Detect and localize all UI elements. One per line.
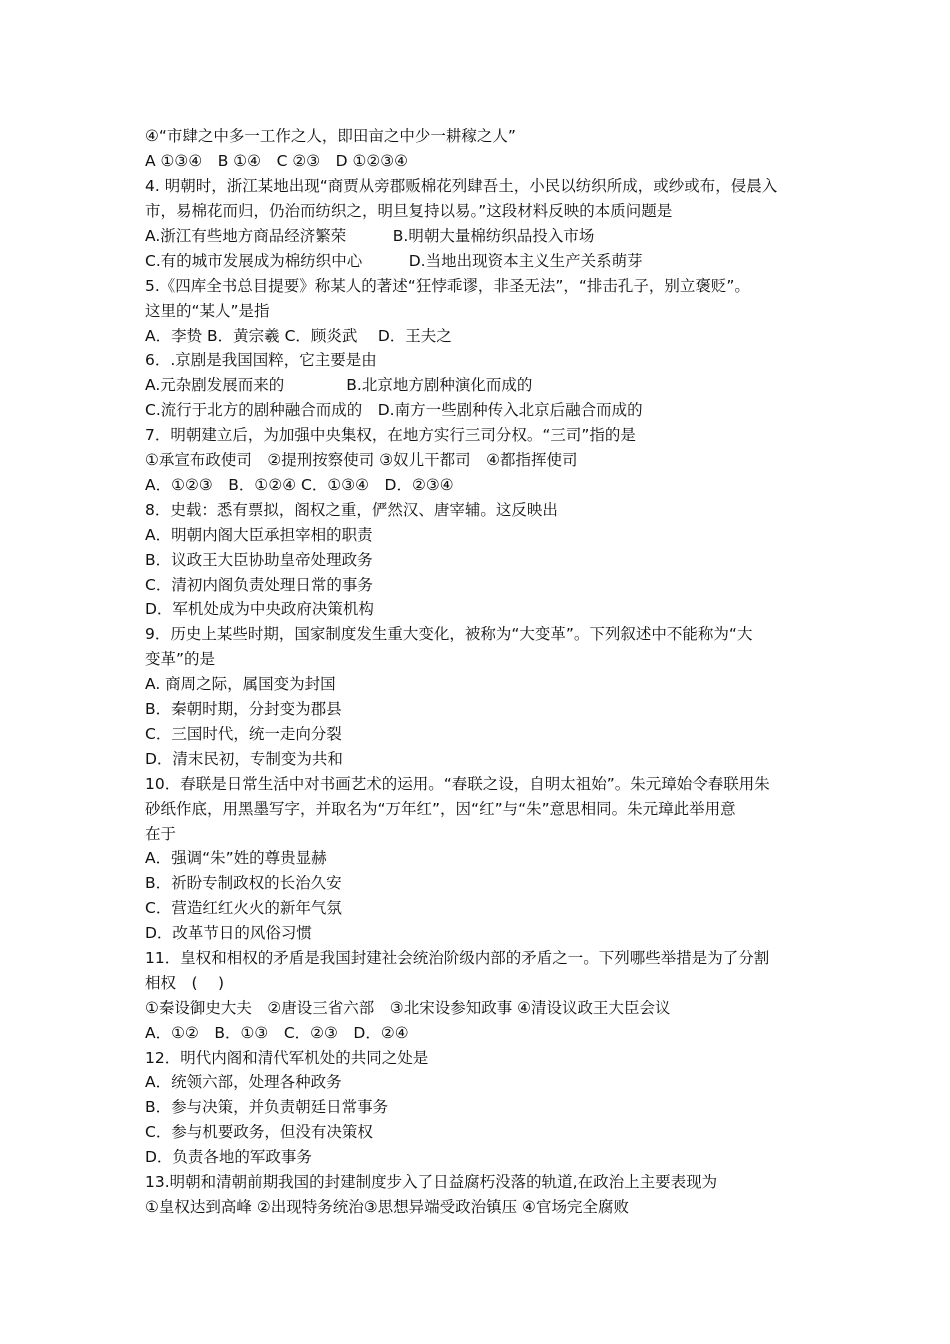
text-line: A．李贽 B．黄宗羲 C．顾炎武 D．王夫之 (145, 327, 452, 345)
text-line: 市，易棉花而归，仍治而纺织之，明旦复持以易。”这段材料反映的本质问题是 (145, 202, 673, 220)
text-line: 13.明朝和清朝前期我国的封建制度步入了日益腐朽没落的轨道,在政治上主要表现为 (145, 1173, 718, 1191)
text-line: 9．历史上某些时期，国家制度发生重大变化，被称为“大变革”。下列叙述中不能称为“大 (145, 625, 753, 643)
text-line: B．秦朝时期，分封变为郡县 (145, 700, 342, 718)
text-line: C.流行于北方的剧种融合而成的 D.南方一些剧种传入北京后融合而成的 (145, 401, 643, 419)
text-line: C．参与机要政务，但没有决策权 (145, 1123, 373, 1141)
text-line: C.有的城市发展成为棉纺织中心 D.当地出现资本主义生产关系萌芽 (145, 252, 643, 270)
text-line: ④“市肆之中多一工作之人，即田亩之中少一耕稼之人” (145, 127, 516, 145)
text-line: 8．史载：悉有票拟，阁权之重，俨然汉、唐宰辅。这反映出 (145, 501, 558, 519)
text-line: D．清末民初，专制变为共和 (145, 750, 343, 768)
text-line: A．强调“朱”姓的尊贵显赫 (145, 849, 327, 867)
text-line: ①承宣布政使司 ②提刑按察使司 ③奴儿干都司 ④都指挥使司 (145, 451, 578, 469)
text-line: 变革”的是 (145, 650, 216, 668)
text-line: 11．皇权和相权的矛盾是我国封建社会统治阶级内部的矛盾之一。下列哪些举措是为了分割 (145, 949, 770, 967)
text-line: A.元杂剧发展而来的 B.北京地方剧种演化而成的 (145, 376, 533, 394)
text-line: B．议政王大臣协助皇帝处理政务 (145, 551, 373, 569)
text-line: 这里的“某人”是指 (145, 302, 270, 320)
text-line: A．①② B．①③ C．②③ D．②④ (145, 1024, 409, 1042)
text-line: 砂纸作底，用黑墨写字，并取名为“万年红”，因“红”与“朱”意思相同。朱元璋此举用意 (145, 800, 736, 818)
text-line: A. 商周之际，属国变为封国 (145, 675, 336, 693)
text-line: B．参与决策，并负责朝廷日常事务 (145, 1098, 389, 1116)
text-line: 在于 (145, 825, 177, 843)
text-line: 10．春联是日常生活中对书画艺术的运用。“春联之设，自明太祖始”。朱元璋始令春联用朱 (145, 775, 770, 793)
text-line: 4. 明朝时，浙江某地出现“商贾从旁郡贩棉花列肆吾土，小民以纺织所成，或纱或布，侵晨入 (145, 177, 778, 195)
text-line: 5.《四库全书总目提要》称某人的著述“狂悖乖谬，非圣无法”，“排击孔子，别立褒贬”。 (145, 277, 750, 295)
text-line: 7．明朝建立后，为加强中央集权，在地方实行三司分权。“三司”指的是 (145, 426, 636, 444)
text-line: A.浙江有些地方商品经济繁荣 B.明朝大量棉纺织品投入市场 (145, 227, 595, 245)
text-line: D．改革节日的风俗习惯 (145, 924, 312, 942)
text-line: C．营造红红火火的新年气氛 (145, 899, 342, 917)
text-line: ①秦设御史大夫 ②唐设三省六部 ③北宋设参知政事 ④清设议政王大臣会议 (145, 999, 671, 1017)
text-line: 6．.京剧是我国国粹，它主要是由 (145, 351, 377, 369)
text-line: D．军机处成为中央政府决策机构 (145, 600, 374, 618)
text-line: 12．明代内阁和清代军机处的共同之处是 (145, 1049, 429, 1067)
text-line: C．清初内阁负责处理日常的事务 (145, 576, 373, 594)
text-line: ①皇权达到高峰 ②出现特务统治③思想异端受政治镇压 ④官场完全腐败 (145, 1198, 629, 1216)
text-line: C．三国时代，统一走向分裂 (145, 725, 342, 743)
text-line: B．祈盼专制政权的长治久安 (145, 874, 342, 892)
text-line: A．①②③ B．①②④ C．①③④ D．②③④ (145, 476, 454, 494)
text-line: A．统领六部，处理各种政务 (145, 1073, 342, 1091)
text-line: A ①③④ B ①④ C ②③ D ①②③④ (145, 152, 409, 170)
text-line: D．负责各地的军政事务 (145, 1148, 312, 1166)
text-line: A．明朝内阁大臣承担宰相的职责 (145, 526, 373, 544)
text-line: 相权 ( ) (145, 974, 225, 992)
